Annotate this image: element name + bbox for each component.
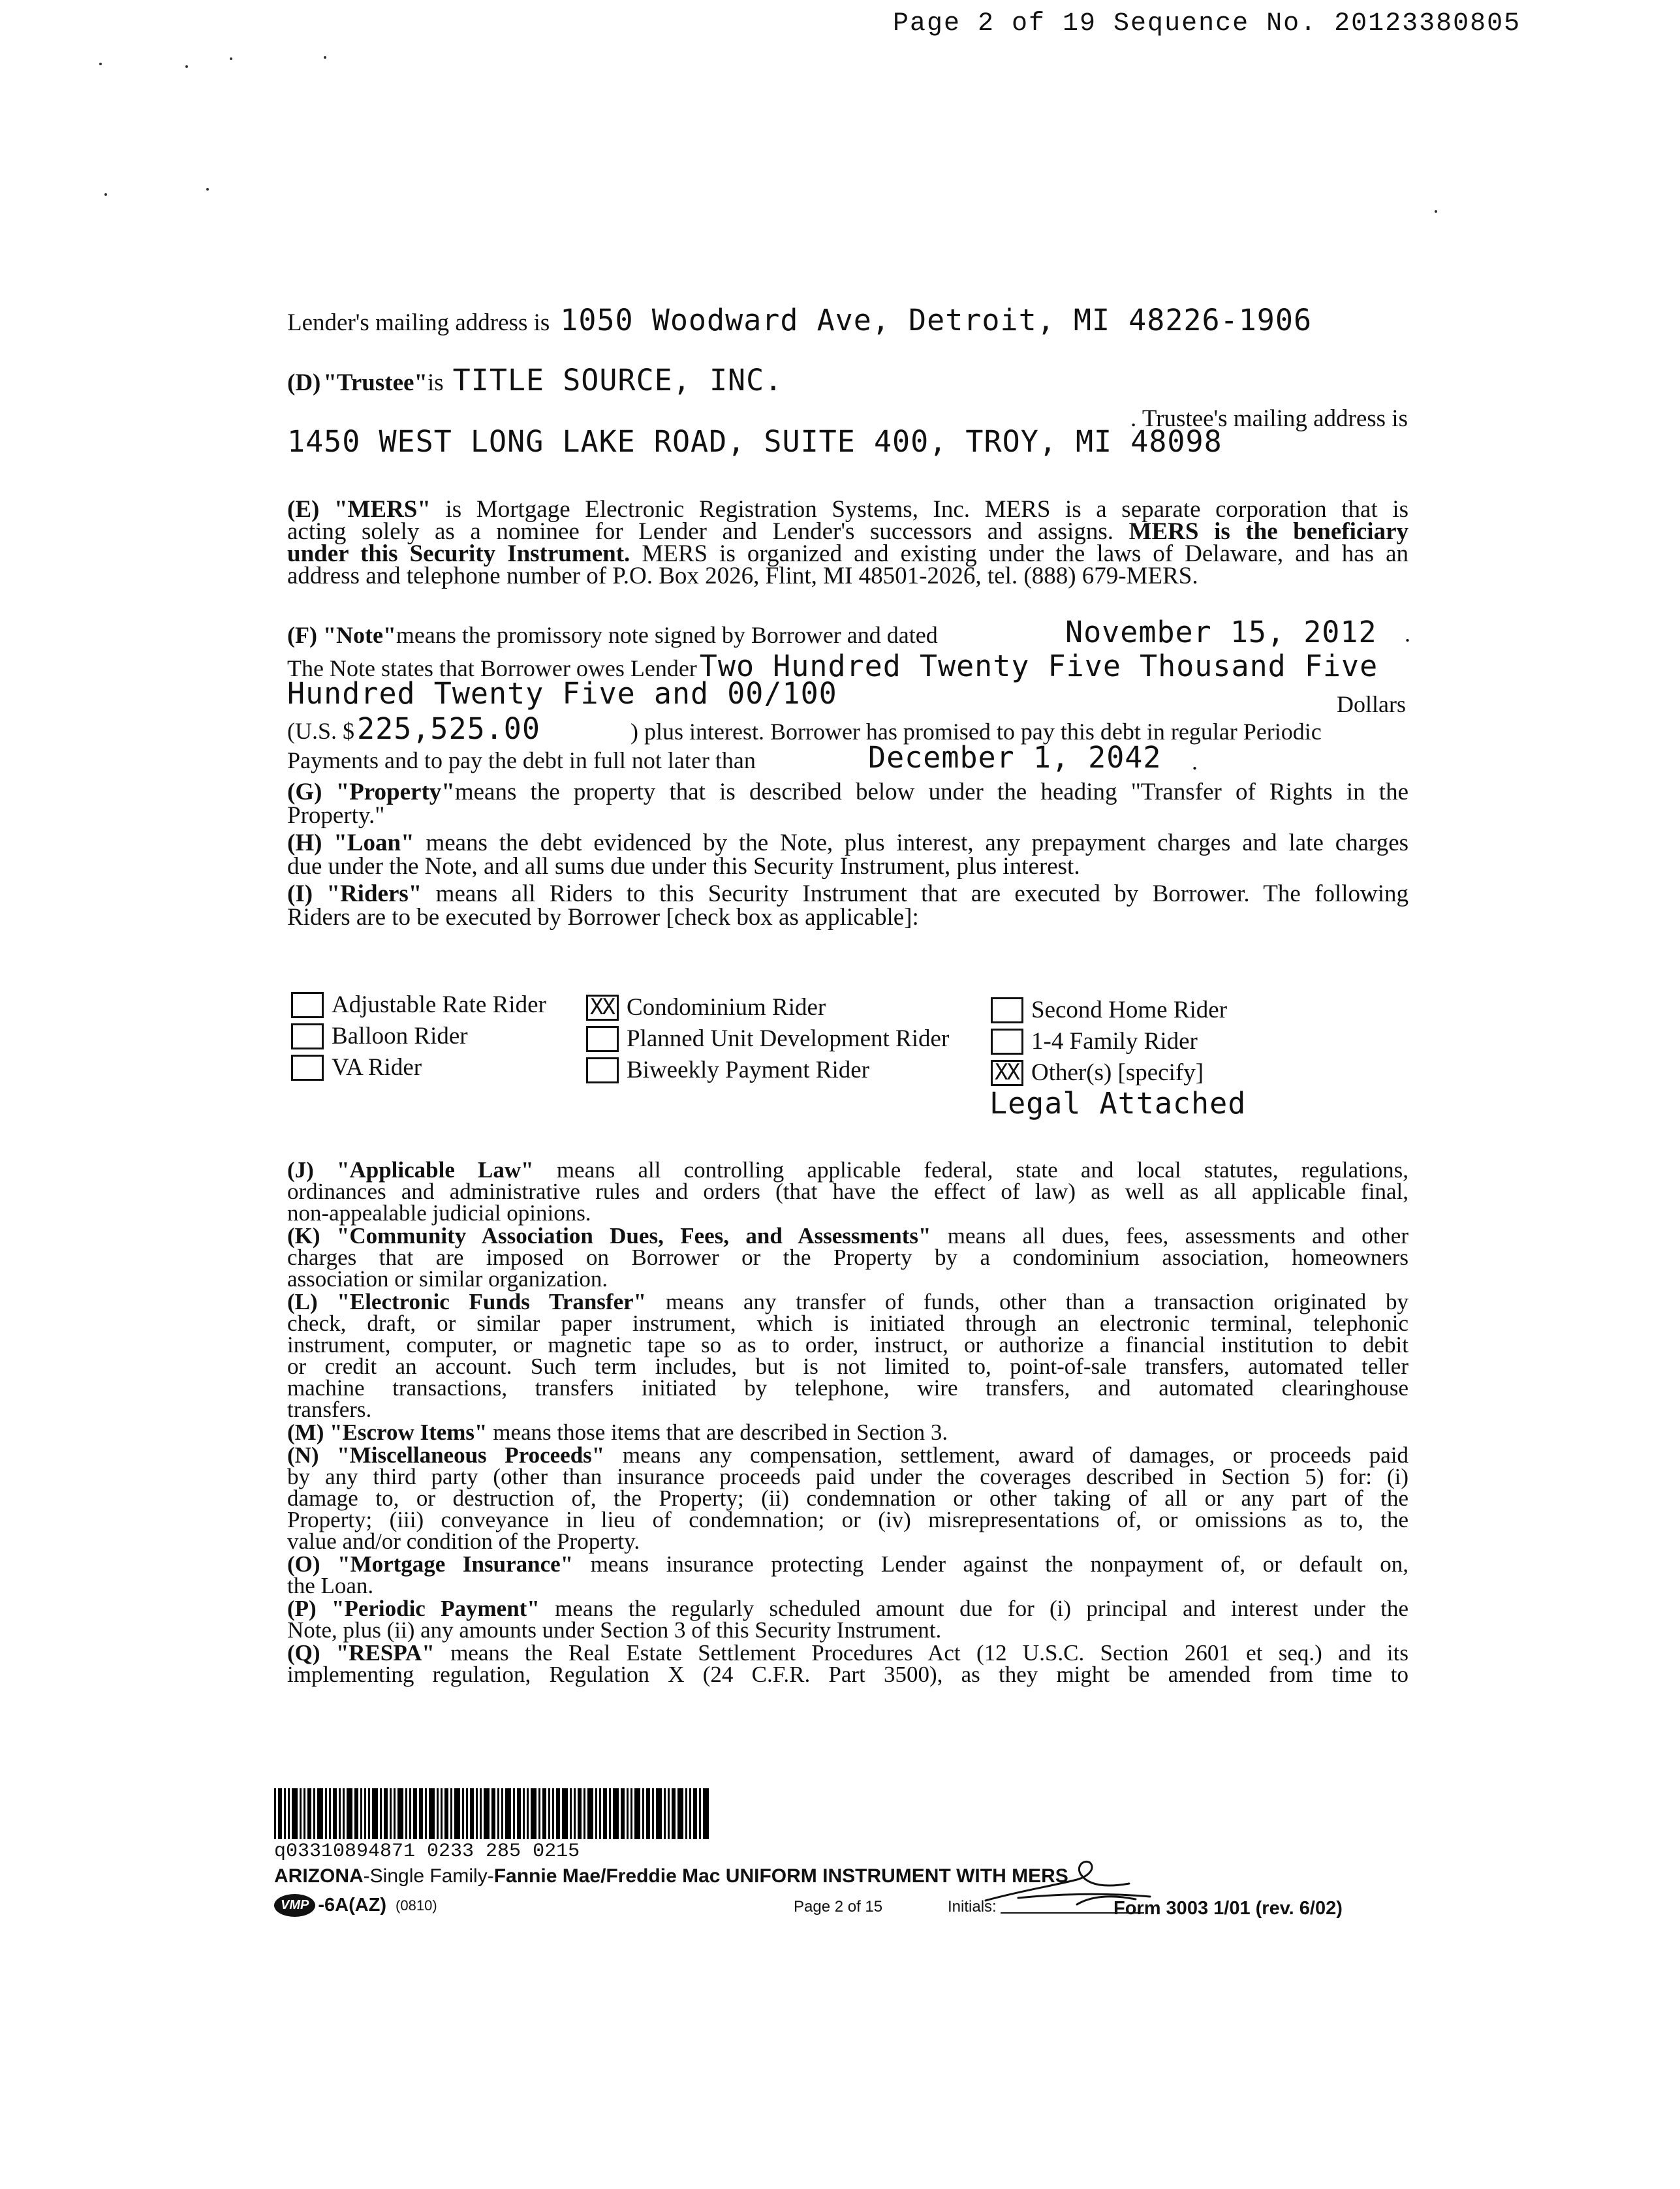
note-due-period: . — [1192, 749, 1198, 775]
lender-mailing-label: Lender's mailing address is — [287, 309, 550, 336]
barcode-bar — [380, 1788, 382, 1839]
barcode-bar — [501, 1788, 503, 1839]
applicable-law-text-3: non-appealable judicial opinions. — [287, 1200, 591, 1226]
form-desc-2: Fannie Mae/Freddie Mac UNIFORM INSTRUMENT WITH MERS — [493, 1865, 1068, 1887]
barcode-bar — [354, 1788, 358, 1839]
mers-text-1: is Mortgage Electronic Registration Systems, Inc. MERS is a separate corporation that is — [445, 496, 1409, 523]
barcode-bar — [339, 1788, 341, 1839]
barcode-bar — [333, 1788, 337, 1839]
barcode-bar — [288, 1788, 290, 1839]
eft-text-5: machine transactions, transfers initiated by telephone, wire transfers, and automated clearinghouse — [287, 1375, 1408, 1401]
mortgage-insurance-term: "Mortgage Insurance" — [337, 1551, 574, 1577]
barcode-bar — [699, 1788, 701, 1839]
barcode-bar — [613, 1788, 619, 1839]
barcode-bar — [517, 1788, 521, 1839]
loan-letter: (H) — [287, 830, 322, 856]
barcode-bar — [347, 1788, 352, 1839]
barcode-bar — [425, 1788, 427, 1839]
scan-speck — [324, 56, 326, 59]
trustee-address: 1450 WEST LONG LAKE ROAD, SUITE 400, TROY, MI 48098 — [287, 424, 1222, 459]
barcode-bar — [685, 1788, 687, 1839]
rider-checkbox[interactable] — [586, 1026, 619, 1052]
barcode-bar — [329, 1788, 331, 1839]
barcode-bar — [603, 1788, 607, 1839]
scan-speck — [1435, 210, 1437, 213]
rider-checkbox[interactable] — [586, 1057, 619, 1083]
rider-label: Other(s) [specify] — [1031, 1059, 1204, 1086]
trustee-mailing-label: . Trustee's mailing address is — [1130, 405, 1408, 432]
barcode-bar — [646, 1788, 650, 1839]
barcode-bar — [642, 1788, 644, 1839]
rider-label: Planned Unit Development Rider — [627, 1025, 950, 1052]
periodic-payment-text-1: means the regularly scheduled amount due for (i) principal and interest under the — [555, 1596, 1409, 1621]
barcode-bar — [300, 1788, 302, 1839]
escrow-items-text-1: means those items that are described in Section 3. — [493, 1420, 948, 1445]
note-amount: 225,525.00 — [357, 711, 540, 746]
rider-label: VA Rider — [332, 1054, 422, 1081]
barcode-bar — [668, 1788, 670, 1839]
barcode-bar — [621, 1788, 625, 1839]
eft-text-2: check, draft, or similar paper instrument, which is initiated through an electronic terminal, telephonic — [287, 1311, 1408, 1336]
rider-condominium[interactable] — [586, 993, 826, 1021]
applicable-law-text-2: ordinances and administrative rules and orders (that have the effect of law) as well as all applicable final, — [287, 1179, 1408, 1204]
barcode-bar — [656, 1788, 662, 1839]
barcode-bar — [372, 1788, 378, 1839]
rider-label: Adjustable Rate Rider — [332, 991, 546, 1018]
mers-text-3a: under this Security Instrument. — [287, 540, 630, 567]
rider-label: Biweekly Payment Rider — [627, 1057, 869, 1083]
rider-checkbox[interactable]: XX — [586, 995, 619, 1021]
eft-text-4: or credit an account. Such term includes, but is not limited to, point-of-sale transfers, automated teller — [287, 1354, 1408, 1379]
mers-letter: (E) — [287, 496, 320, 523]
footer-page-number: Page 2 of 15 — [794, 1898, 883, 1916]
rider-label: 1-4 Family Rider — [1031, 1028, 1198, 1055]
rider-checkbox[interactable] — [991, 997, 1023, 1023]
scan-speck — [104, 193, 107, 196]
rider-checkbox[interactable] — [291, 992, 324, 1018]
mortgage-insurance-letter: (O) — [287, 1551, 320, 1577]
barcode-bar — [513, 1788, 515, 1839]
barcode-bar — [278, 1788, 282, 1839]
barcode-number: q03310894871 0233 285 0215 — [274, 1840, 580, 1863]
loan-text-2: due under the Note, and all sums due under this Security Instrument, plus interest. — [287, 853, 1080, 880]
loan-text-1: means the debt evidenced by the Note, plus interest, any prepayment charges and late charges — [426, 830, 1409, 856]
barcode-bar — [307, 1788, 311, 1839]
note-due-date: December 1, 2042 — [868, 740, 1162, 775]
barcode-bar — [466, 1788, 468, 1839]
barcode-bar — [284, 1788, 286, 1839]
barcode-bar — [360, 1788, 362, 1839]
barcode-bar — [364, 1788, 366, 1839]
respa-term: "RESPA" — [335, 1640, 435, 1666]
misc-proceeds-text-5: value and/or condition of the Property. — [287, 1529, 640, 1554]
note-text-1: means the promissory note signed by Borrower and dated — [396, 622, 938, 648]
note-line-1 — [287, 621, 938, 649]
periodic-payment-letter: (P) — [287, 1596, 317, 1621]
barcode-bar — [505, 1788, 511, 1839]
lender-mailing-line — [287, 303, 1312, 337]
barcode-bar — [317, 1788, 323, 1839]
barcode-bar — [394, 1788, 396, 1839]
rider-label: Second Home Rider — [1031, 997, 1228, 1023]
rider-checkbox[interactable] — [291, 1055, 324, 1081]
association-dues-text-1: means all dues, fees, assessments and other — [947, 1223, 1408, 1249]
note-date-period: . — [1405, 621, 1410, 647]
note-owes-text: The Note states that Borrower owes Lender — [287, 655, 697, 681]
barcode-bar — [574, 1788, 576, 1839]
barcode-bar — [570, 1788, 572, 1839]
rider-checkbox[interactable]: XX — [991, 1060, 1023, 1086]
barcode-bar — [595, 1788, 597, 1839]
respa-text-1: means the Real Estate Settlement Procedures Act (12 U.S.C. Section 2601 et seq.) and its — [450, 1640, 1408, 1666]
association-dues-text-2: charges that are imposed on Borrower or the Property by a condominium association, homeowners — [287, 1245, 1408, 1270]
association-dues-text-3: association or similar organization. — [287, 1266, 608, 1292]
barcode-bar — [303, 1788, 305, 1839]
barcode-bar — [292, 1788, 298, 1839]
rider-label: Balloon Rider — [332, 1023, 468, 1049]
barcode-bar — [497, 1788, 499, 1839]
barcode-bar — [677, 1788, 683, 1839]
form-description — [274, 1865, 1068, 1887]
barcode-bar — [664, 1788, 666, 1839]
periodic-payment-term: "Periodic Payment" — [332, 1596, 540, 1621]
barcode-bar — [689, 1788, 691, 1839]
barcode-bar — [409, 1788, 411, 1839]
definition-mers — [287, 496, 1409, 589]
trustee-is: is — [427, 369, 444, 396]
note-letter: (F) — [287, 622, 317, 648]
barcode-bar — [390, 1788, 392, 1839]
mortgage-insurance-text-1: means insurance protecting Lender against the nonpayment of, or default on, — [590, 1551, 1408, 1577]
scan-speck — [206, 188, 209, 191]
barcode-bar — [527, 1788, 529, 1839]
applicable-law-letter: (J) — [287, 1157, 314, 1183]
initials-label: Initials: — [948, 1898, 997, 1916]
rider-va[interactable] — [291, 1053, 422, 1081]
barcode-bar — [405, 1788, 407, 1839]
barcode-bar — [548, 1788, 550, 1839]
scan-speck — [230, 57, 232, 60]
riders-text-1: means all Riders to this Security Instrument that are executed by Borrower. The following — [435, 880, 1409, 907]
loan-term: "Loan" — [334, 830, 414, 856]
note-dollars: Dollars — [1337, 691, 1406, 717]
trustee-term: "Trustee" — [323, 369, 428, 396]
barcode-bar — [384, 1788, 388, 1839]
barcode-bar — [703, 1788, 709, 1839]
rider-planned-unit-development[interactable] — [586, 1025, 949, 1053]
lender-address: 1050 Woodward Ave, Detroit, MI 48226-1906 — [560, 303, 1313, 337]
barcode-bar — [693, 1788, 697, 1839]
rider-second-home[interactable] — [991, 996, 1227, 1024]
barcode-bar — [313, 1788, 315, 1839]
note-term: "Note" — [322, 622, 396, 648]
rider-label: Condominium Rider — [627, 994, 826, 1021]
rider-others[interactable] — [991, 1059, 1204, 1087]
form-desc-1: -Single Family- — [363, 1865, 494, 1887]
rider-one-to-four-family[interactable] — [991, 1027, 1198, 1055]
rider-other-specify: Legal Attached — [989, 1086, 1247, 1121]
barcode-bar — [634, 1788, 640, 1839]
scan-speck — [99, 63, 102, 65]
note-amount-words-1: Two Hundred Twenty Five Thousand Five — [699, 649, 1378, 683]
riders-letter: (I) — [287, 880, 313, 907]
property-text-2: Property." — [287, 802, 385, 829]
barcode-bar — [583, 1788, 585, 1839]
form-state: ARIZONA — [274, 1865, 364, 1887]
barcode-bar — [368, 1788, 370, 1839]
barcode-bar — [274, 1788, 276, 1839]
barcode-bar — [630, 1788, 632, 1839]
property-letter: (G) — [287, 779, 322, 805]
periodic-payment-text-2: Note, plus (ii) any amounts under Section 3 of this Security Instrument. — [287, 1617, 942, 1643]
barcode-bar — [523, 1788, 525, 1839]
association-dues-letter: (K) — [287, 1223, 320, 1249]
page-sequence-stamp: Page 2 of 19 Sequence No. 20123380805 — [893, 9, 1521, 39]
rider-adjustable-rate[interactable] — [291, 991, 546, 1019]
document-barcode — [274, 1788, 715, 1839]
barcode-bar — [462, 1788, 464, 1839]
barcode-bar — [397, 1788, 403, 1839]
barcode-bar — [480, 1788, 482, 1839]
eft-text-1: means any transfer of funds, other than a transaction originated by — [665, 1289, 1409, 1314]
note-payments-text: Payments and to pay the debt in full not later than — [287, 747, 756, 773]
eft-letter: (L) — [287, 1289, 318, 1314]
barcode-bar — [484, 1788, 490, 1839]
trustee-name: TITLE SOURCE, INC. — [452, 363, 783, 397]
eft-text-3: instrument, computer, or magnetic tape so as to order, instruct, or authorize a financial institution to debit — [287, 1332, 1408, 1358]
applicable-law-term: "Applicable Law" — [337, 1157, 534, 1183]
barcode-bar — [441, 1788, 443, 1839]
barcode-bar — [454, 1788, 460, 1839]
barcode-bar — [587, 1788, 593, 1839]
form-code: -6A(AZ) — [318, 1895, 387, 1916]
definitions-j-q — [287, 1159, 1408, 1685]
eft-text-6: transfers. — [287, 1397, 372, 1422]
applicable-law-text-1: means all controlling applicable federal, state and local statutes, regulations, — [556, 1157, 1409, 1183]
barcode-bar — [552, 1788, 554, 1839]
barcode-bar — [578, 1788, 582, 1839]
rider-checkbox[interactable] — [991, 1029, 1023, 1055]
vmp-form-code — [274, 1894, 437, 1917]
barcode-bar — [652, 1788, 654, 1839]
form-rev: (0810) — [396, 1897, 437, 1914]
misc-proceeds-text-1: means any compensation, settlement, award of damages, or proceeds paid — [622, 1442, 1409, 1468]
note-plus-interest: ) plus interest. Borrower has promised to pay this debt in regular Periodic — [630, 719, 1322, 745]
barcode-bar — [542, 1788, 546, 1839]
eft-term: "Electronic Funds Transfer" — [337, 1289, 647, 1314]
mers-text-4: address and telephone number of P.O. Box 2026, Flint, MI 48501-2026, tel. (888) 679-MERS. — [287, 563, 1198, 589]
misc-proceeds-text-2: by any third party (other than insurance proceeds paid under the coverages described in Section 5) for: (i) — [287, 1464, 1408, 1489]
barcode-bar — [444, 1788, 448, 1839]
trustee-letter: (D) — [287, 369, 321, 396]
barcode-bar — [325, 1788, 327, 1839]
mers-text-2a: acting solely as a nominee for Lender and Lender's successors and assigns. — [287, 518, 1113, 545]
barcode-bar — [627, 1788, 629, 1839]
escrow-items-term: "Escrow Items" — [330, 1420, 488, 1445]
escrow-items-letter: (M) — [287, 1420, 324, 1445]
barcode-bar — [562, 1788, 568, 1839]
barcode-bar — [437, 1788, 439, 1839]
riders-text-2: Riders are to be executed by Borrower [check box as applicable]: — [287, 904, 919, 931]
definitions-g-h-i — [287, 781, 1408, 929]
barcode-bar — [419, 1788, 423, 1839]
form-number: Form 3003 1/01 (rev. 6/02) — [1113, 1898, 1343, 1919]
note-date: November 15, 2012 — [1065, 615, 1377, 649]
barcode-bar — [538, 1788, 540, 1839]
barcode-bar — [343, 1788, 345, 1839]
note-us-label: (U.S. $ — [287, 718, 355, 744]
barcode-bar — [429, 1788, 435, 1839]
rider-checkbox[interactable] — [291, 1023, 324, 1049]
note-line-4 — [287, 711, 540, 746]
rider-balloon[interactable] — [291, 1022, 468, 1050]
misc-proceeds-term: "Miscellaneous Proceeds" — [337, 1442, 605, 1468]
trustee-line — [287, 363, 783, 397]
property-text-1: means the property that is described below under the heading "Transfer of Rights in the — [454, 779, 1409, 805]
riders-term: "Riders" — [326, 880, 422, 907]
barcode-bar — [413, 1788, 417, 1839]
barcode-bar — [476, 1788, 478, 1839]
barcode-bar — [672, 1788, 676, 1839]
note-amount-words-2: Hundred Twenty Five and 00/100 — [287, 676, 837, 711]
misc-proceeds-text-4: Property; (iii) conveyance in lieu of condemnation; or (iv) misrepresentations of, or omissions as to, the — [287, 1507, 1408, 1532]
mortgage-insurance-text-2: the Loan. — [287, 1573, 374, 1598]
misc-proceeds-text-3: damage to, or destruction of, the Property; (ii) condemnation or other taking of all or any part of the — [287, 1485, 1408, 1511]
mers-text-2b: MERS is the beneficiary — [1128, 518, 1409, 545]
property-term: "Property" — [335, 779, 455, 805]
barcode-bar — [599, 1788, 601, 1839]
barcode-bar — [470, 1788, 474, 1839]
respa-letter: (Q) — [287, 1640, 320, 1666]
mers-text-3b: MERS is organized and existing under the laws of Delaware, and has an — [642, 540, 1408, 567]
barcode-bar — [609, 1788, 611, 1839]
association-dues-term: "Community Association Dues, Fees, and Assessments" — [336, 1223, 931, 1249]
barcode-bar — [531, 1788, 537, 1839]
respa-text-2: implementing regulation, Regulation X (24 C.F.R. Part 3500), as they might be amended from time to — [287, 1662, 1408, 1687]
vmp-logo: VMP — [274, 1894, 315, 1917]
mers-term: "MERS" — [334, 496, 431, 523]
misc-proceeds-letter: (N) — [287, 1442, 319, 1468]
barcode-bar — [556, 1788, 560, 1839]
barcode-bar — [450, 1788, 452, 1839]
rider-biweekly-payment[interactable] — [586, 1056, 869, 1084]
scan-speck — [185, 65, 188, 68]
barcode-bar — [491, 1788, 495, 1839]
